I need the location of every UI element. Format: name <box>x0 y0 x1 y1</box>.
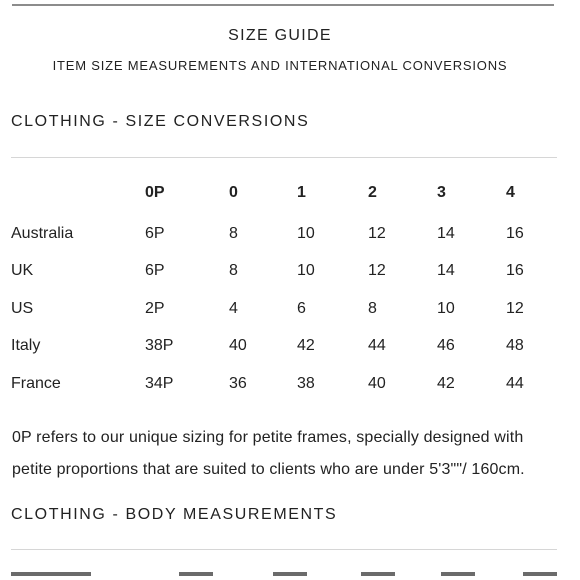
column-header-size: 3 <box>437 183 446 201</box>
table-row <box>11 290 546 328</box>
size-cell: 38 <box>297 374 315 392</box>
body-measurements-heading: CLOTHING - BODY MEASUREMENTS <box>11 506 338 523</box>
size-cell: 10 <box>297 224 315 242</box>
column-header-size: 0P <box>145 183 165 201</box>
size-cell: 12 <box>506 299 524 317</box>
size-cell: 6P <box>145 224 165 242</box>
petite-sizing-note: 0P refers to our unique sizing for petite frames, specially designed with petite proportions that are suited to clients who are under 5'3""/ 160cm. <box>12 429 525 478</box>
size-cell: 16 <box>506 224 524 242</box>
size-cell: 42 <box>297 337 315 355</box>
clipped-text <box>441 572 475 580</box>
size-guide-subtitle: ITEM SIZE MEASUREMENTS AND INTERNATIONAL CONVERSIONS <box>52 58 508 73</box>
clipped-text <box>361 572 395 580</box>
size-cell: 40 <box>368 374 386 392</box>
clipped-text <box>273 572 307 580</box>
size-cell: 6 <box>297 299 306 317</box>
clipped-table-row <box>11 572 557 580</box>
clipped-text <box>179 572 213 580</box>
size-cell: 8 <box>368 299 377 317</box>
column-header-size: 0 <box>229 183 238 201</box>
top-divider <box>12 4 554 6</box>
size-cell: 10 <box>297 262 315 280</box>
clipped-text <box>523 572 557 580</box>
size-cell: 8 <box>229 262 238 280</box>
table-row <box>11 215 546 253</box>
size-conversion-table <box>11 170 546 403</box>
size-guide-title: SIZE GUIDE <box>228 27 332 44</box>
table-row <box>11 253 546 291</box>
region-label: France <box>11 374 61 392</box>
table-header-row <box>11 170 546 215</box>
region-label: UK <box>11 262 34 280</box>
size-cell: 48 <box>506 337 524 355</box>
size-cell: 14 <box>437 224 455 242</box>
region-label: Italy <box>11 337 41 355</box>
column-header-region <box>11 170 145 215</box>
table-row <box>11 365 546 403</box>
column-header-size: 2 <box>368 183 377 201</box>
region-label: US <box>11 299 34 317</box>
column-header-size: 1 <box>297 183 306 201</box>
size-cell: 46 <box>437 337 455 355</box>
size-cell: 38P <box>145 337 174 355</box>
size-cell: 44 <box>506 374 524 392</box>
size-cell: 2P <box>145 299 165 317</box>
size-conversions-heading: CLOTHING - SIZE CONVERSIONS <box>11 113 310 130</box>
size-cell: 8 <box>229 224 238 242</box>
size-cell: 34P <box>145 374 174 392</box>
size-cell: 16 <box>506 262 524 280</box>
size-cell: 36 <box>229 374 247 392</box>
size-cell: 40 <box>229 337 247 355</box>
clipped-text <box>11 572 91 580</box>
size-cell: 4 <box>229 299 238 317</box>
size-cell: 12 <box>368 262 386 280</box>
region-label: Australia <box>11 224 74 242</box>
section-divider <box>11 549 557 550</box>
size-cell: 44 <box>368 337 386 355</box>
column-header-size: 4 <box>506 183 515 201</box>
size-cell: 10 <box>437 299 455 317</box>
size-cell: 12 <box>368 224 386 242</box>
size-cell: 42 <box>437 374 455 392</box>
section-divider <box>11 157 557 158</box>
table-row <box>11 328 546 366</box>
size-cell: 6P <box>145 262 165 280</box>
size-cell: 14 <box>437 262 455 280</box>
